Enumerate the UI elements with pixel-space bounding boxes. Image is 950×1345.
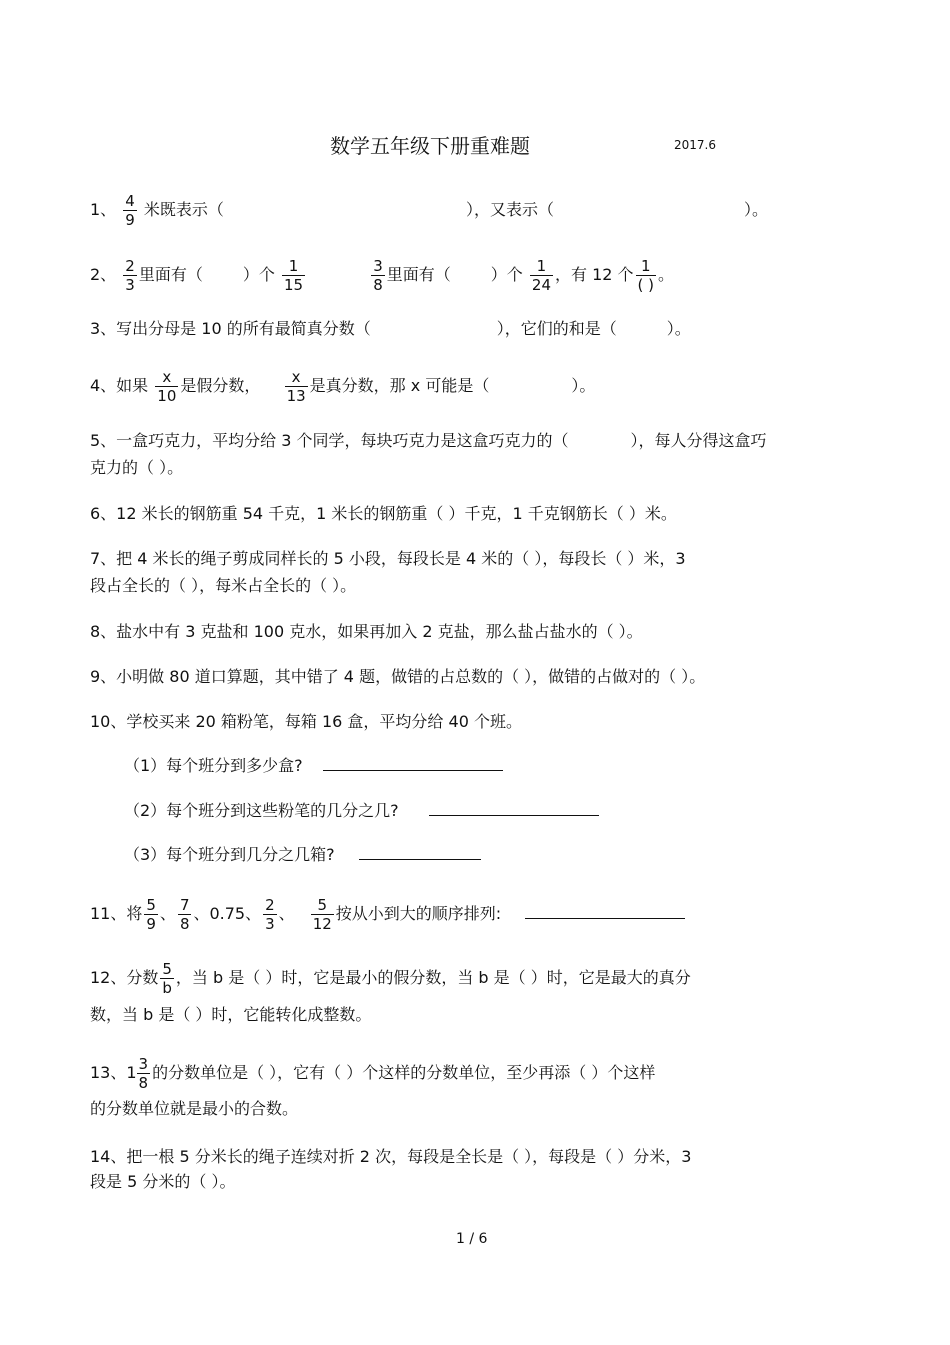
q2-text-f: 。 bbox=[658, 265, 675, 284]
question-12-line-2: 数，当 b 是（ ）时，它能转化成整数。 bbox=[90, 1005, 372, 1024]
q4-text-d: ）。 bbox=[571, 376, 596, 395]
q11-sep-2: 、 bbox=[278, 904, 295, 923]
question-7-line-2: 段占全长的（ ），每米占全长的（ ）。 bbox=[90, 576, 357, 595]
question-10-sub-1 bbox=[124, 752, 503, 780]
q2-text-a: 里面有（ bbox=[138, 265, 203, 284]
q10-sub-3-text: （3）每个班分到几分之几箱? bbox=[124, 845, 335, 864]
q2-fraction-5: $\frac{1}{( )}$ bbox=[637, 257, 655, 294]
q11-sep-1: 、 bbox=[159, 904, 176, 923]
q11-text-a: 11、将 bbox=[90, 904, 143, 923]
q1-text-c: ）。 bbox=[743, 200, 768, 219]
q3-text-c: ）。 bbox=[666, 319, 691, 338]
question-11 bbox=[90, 896, 685, 933]
q10-sub-2-text: （2）每个班分到这些粉笔的几分之几? bbox=[124, 801, 399, 820]
q5-text-a: 5、一盒巧克力，平均分给 3 个同学，每块巧克力是这盒巧克力的（ bbox=[90, 431, 569, 450]
page-number: 1 / 6 bbox=[456, 1231, 488, 1247]
q2-fraction-4: $\frac{1}{24}$ bbox=[531, 257, 551, 294]
question-14-line-1: 14、把一根 5 分米长的绳子连续对折 2 次，每段是全长是（ ），每段是（ ）分米，3 bbox=[90, 1147, 692, 1166]
q13-text-b: 的分数单位是（ ），它有（ ）个这样的分数单位，至少再添（ ）个这样 bbox=[152, 1063, 656, 1082]
q11-fraction-4: $\frac{5}{12}$ bbox=[312, 896, 332, 933]
question-5-line-2: 克力的（ ）。 bbox=[90, 458, 184, 477]
q2-text-b: ）个 bbox=[242, 265, 275, 284]
q3-text-a: 3、写出分母是 10 的所有最简真分数（ bbox=[90, 319, 371, 338]
q13-text-a: 13、1 bbox=[90, 1063, 137, 1082]
q4-text-a: 4、如果 bbox=[90, 376, 149, 395]
answer-line-2[interactable] bbox=[429, 814, 599, 816]
q1-number: 1、 bbox=[90, 200, 117, 219]
q2-text-c: 里面有（ bbox=[386, 265, 451, 284]
question-6: 6、12 米长的钢筋重 54 千克，1 米长的钢筋重（ ）千克，1 千克钢筋长（ ）米。 bbox=[90, 504, 677, 523]
q12-fraction: $\frac{5}{b}$ bbox=[162, 960, 172, 997]
q4-fraction-2: $\frac{x}{13}$ bbox=[286, 368, 306, 405]
question-13-line-1 bbox=[90, 1055, 655, 1092]
question-4 bbox=[90, 368, 595, 405]
q4-text-c: 是真分数，那 x 可能是（ bbox=[309, 376, 490, 395]
question-3 bbox=[90, 315, 691, 343]
question-13-line-2: 的分数单位就是最小的合数。 bbox=[90, 1099, 299, 1118]
q1-text-a: 米既表示（ bbox=[143, 200, 224, 219]
q10-sub-1-text: （1）每个班分到多少盒? bbox=[124, 756, 303, 775]
q2-fraction-1: $\frac{2}{3}$ bbox=[125, 257, 135, 294]
question-14-line-2: 段是 5 分米的（ ）。 bbox=[90, 1172, 236, 1191]
answer-line-1[interactable] bbox=[323, 769, 503, 771]
question-8: 8、盐水中有 3 克盐和 100 克水，如果再加入 2 克盐，那么盐占盐水的（ ）。 bbox=[90, 622, 643, 641]
q2-fraction-3: $\frac{3}{8}$ bbox=[373, 257, 383, 294]
question-7-line-1: 7、把 4 米长的绳子剪成同样长的 5 小段，每段长是 4 米的（ ），每段长（ ）米，3 bbox=[90, 549, 686, 568]
q12-text-b: ，当 b 是（ ）时，它是最小的假分数，当 b 是（ ）时，它是最大的真分 bbox=[175, 968, 691, 987]
page-title: 数学五年级下册重难题 bbox=[330, 134, 530, 158]
q4-text-b: 是假分数， bbox=[180, 376, 261, 395]
q2-text-e: ，有 12 个 bbox=[555, 265, 634, 284]
answer-line-3[interactable] bbox=[359, 858, 481, 860]
q11-fraction-1: $\frac{5}{9}$ bbox=[146, 896, 156, 933]
q13-fraction: $\frac{3}{8}$ bbox=[138, 1055, 149, 1092]
date-label: 2017.6 bbox=[674, 138, 716, 152]
question-5-line-1 bbox=[90, 427, 767, 455]
q12-text-a: 12、分数 bbox=[90, 968, 159, 987]
question-2 bbox=[90, 257, 674, 294]
q1-fraction: $\frac{4}{9}$ bbox=[125, 192, 135, 229]
q2-number: 2、 bbox=[90, 265, 117, 284]
q2-fraction-2: $\frac{1}{15}$ bbox=[283, 257, 304, 294]
q4-fraction-1: $\frac{x}{10}$ bbox=[157, 368, 177, 405]
question-10-sub-3 bbox=[124, 841, 481, 869]
q11-fraction-2: $\frac{7}{8}$ bbox=[179, 896, 190, 933]
question-10-sub-2 bbox=[124, 797, 599, 825]
question-10: 10、学校买来 20 箱粉笔，每箱 16 盒，平均分给 40 个班。 bbox=[90, 712, 522, 731]
q11-text-c: 按从小到大的顺序排列: bbox=[335, 904, 502, 923]
q1-text-b: ），又表示（ bbox=[465, 200, 554, 219]
question-9: 9、小明做 80 道口算题，其中错了 4 题，做错的占总数的（ ），做错的占做对的（ ）。 bbox=[90, 667, 706, 686]
answer-line-4[interactable] bbox=[525, 917, 685, 919]
q2-text-d: ）个 bbox=[490, 265, 523, 284]
q11-text-b: 、0.75、 bbox=[193, 904, 262, 923]
q11-fraction-3: $\frac{2}{3}$ bbox=[265, 896, 275, 933]
question-12-line-1 bbox=[90, 960, 691, 997]
question-1 bbox=[90, 192, 768, 229]
q5-text-b: ），每人分得这盒巧 bbox=[630, 431, 767, 450]
q3-text-b: ），它们的和是（ bbox=[496, 319, 617, 338]
